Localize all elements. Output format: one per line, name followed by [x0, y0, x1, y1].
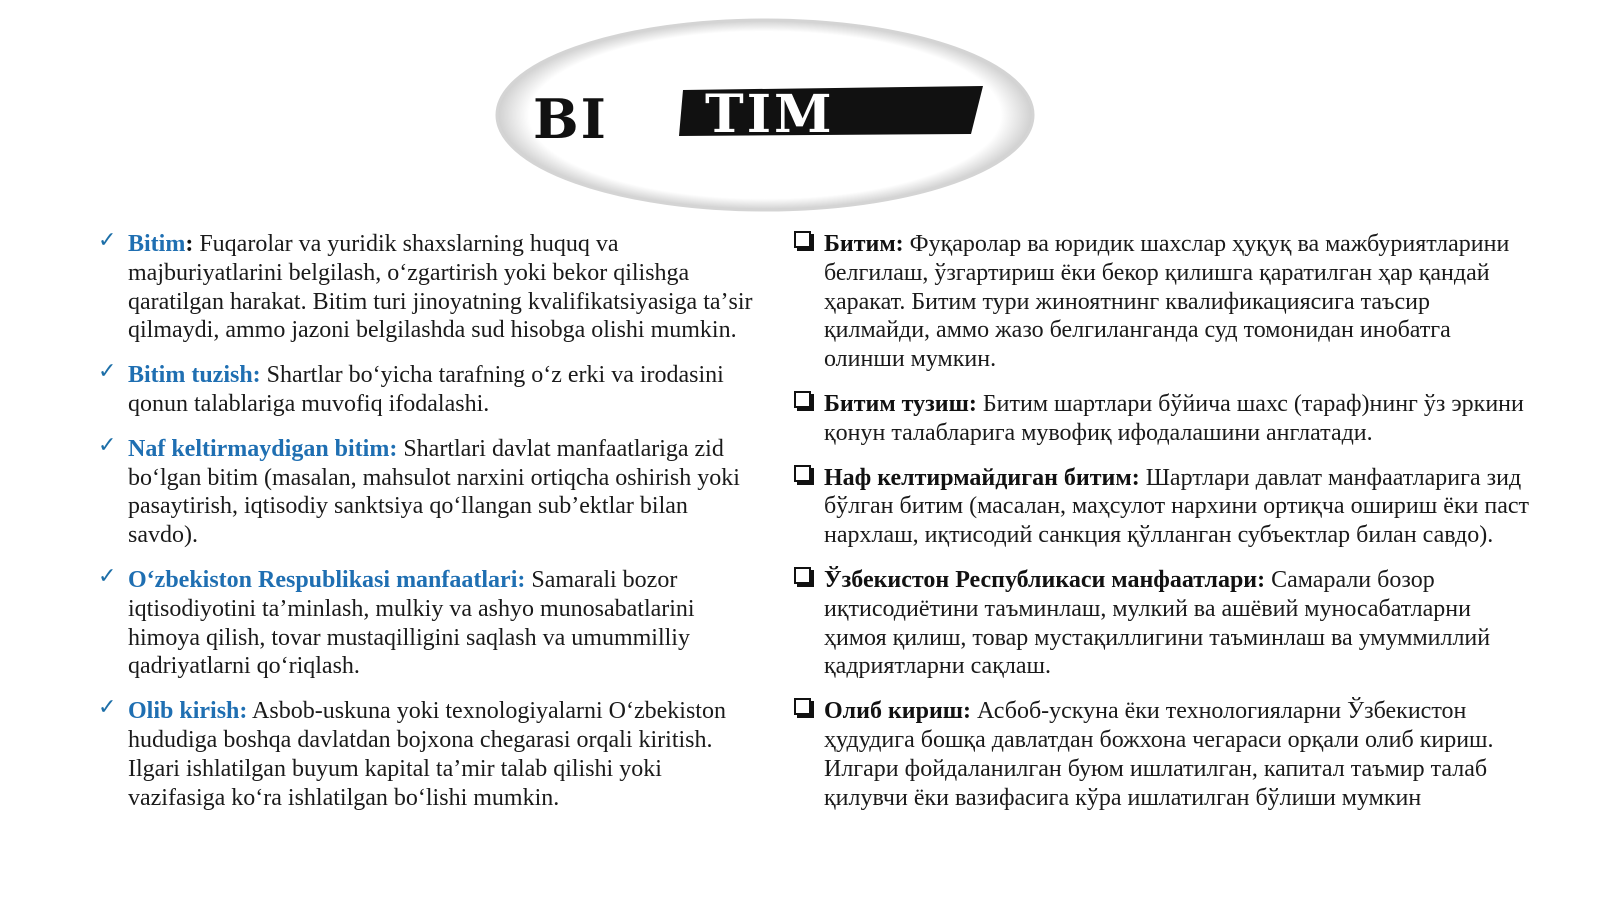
list-item: [792, 390, 1532, 448]
definition-text: Shartlari davlat manfaatlariga zid boʻlgan bitim (masalan, mahsulot narxini ortiqcha oshirish yoki pasaytirish, iqtisodiy sanktsiya qoʻllangan subʼektlar bilan savdo).: [128, 435, 740, 549]
term-label: Олиб кириш:: [824, 698, 972, 725]
checkmark-icon: ✓: [98, 695, 117, 721]
list-item: [792, 566, 1532, 681]
list-item: [96, 230, 756, 345]
list-item: [96, 432, 756, 550]
checkmark-icon: ✓: [98, 228, 117, 253]
square-bullet-icon: [794, 231, 811, 248]
checkmark-icon: ✓: [98, 359, 117, 385]
logo-text-tim: TIM: [705, 84, 835, 145]
list-item: [792, 697, 1532, 812]
term-label: Битим:: [824, 231, 904, 257]
definition-text: Samarali bozor iqtisodiyotini taʼminlash, mulkiy va ashyo munosabatlarini himoya qilish, tovar mustaqilligini saqlash va umummilliy qadriyatlarni qoʻriqlash.: [128, 566, 695, 680]
definition-text: Fuqarolar va yuridik shaxslarning huquq va majburiyatlarini belgilash, oʻzgartirish yoki bekor qilishga qaratilgan harakat. Bitim turi jinoyatning kvalifikatsiyasiga taʼsir qilmaydi, ammo jazoni belgilashda sud hisobga olishi mumkin.: [128, 231, 753, 344]
term-label: Oʻzbekiston Respublikasi manfaatlari:: [128, 566, 526, 593]
square-bullet-icon: [794, 698, 811, 715]
square-bullet-icon: [794, 391, 811, 408]
bitim-logo-graphic: [493, 16, 1038, 214]
list-item: [96, 697, 756, 812]
definition-text: Асбоб-ускуна ёки технологияларни Ўзбекистон ҳудудига бошқа давлатдан божхона чегараси орқали олиб кириш. Илгари фойдаланилган буюм ишлатилган, капитал таъмир талаб қилувчи ёки вазифасига кўра ишлатилган бўлиши мумкин: [824, 698, 1494, 811]
logo-text-bi: BI: [533, 87, 608, 151]
term-label: Olib kirish:: [128, 698, 248, 725]
definition-text: Шартлари давлат манфаатларига зид бўлган битим (масалан, маҳсулот нархини ортиқча ошириш ёки паст нархлаш, иқтисодий санкция қўлланган субъектлар билан савдо).: [824, 464, 1530, 549]
cyrillic-definitions-list: [792, 230, 1532, 828]
list-item: [792, 230, 1532, 374]
definition-text: Asbob-uskuna yoki texnologiyalarni Oʻzbekiston hududiga boshqa davlatdan bojxona chegarasi orqali kiritish. Ilgari ishlatilgan buyum kapital taʼmir talab qilishi yoki vazifasiga koʻra ishlatilgan boʻlishi mumkin.: [128, 698, 726, 811]
definition-text: Shartlar boʻyicha tarafning oʻz erki va irodasini qonun talablariga muvofiq ifodalashi.: [128, 362, 724, 417]
term-label: Ўзбекистон Республикаси манфаатлари:: [824, 566, 1266, 593]
bitim-logo: [493, 16, 1038, 214]
checkmark-icon: ✓: [98, 432, 117, 458]
term-label: Наф келтирмайдиган битим:: [824, 464, 1140, 491]
checkmark-icon: ✓: [98, 563, 117, 589]
square-bullet-icon: [794, 567, 811, 584]
term-label: Naf keltirmaydigan bitim:: [128, 435, 398, 462]
definition-text: Битим шартлари бўйича шахс (тараф)нинг ўз эркини қонун талабларига мувофиқ ифодалашини англатади.: [824, 390, 1524, 446]
term-label: Bitim tuzish:: [128, 362, 261, 389]
term-label: Битим тузиш:: [824, 390, 977, 417]
square-bullet-icon: [794, 465, 811, 482]
latin-definitions-list: [96, 230, 756, 828]
term-label: Bitim: [128, 231, 186, 257]
definition-text: Самарали бозор иқтисодиётини таъминлаш, мулкий ва ашёвий муносабатларни ҳимоя қилиш, товар мустақиллигини таъминлаш ва умуммиллий қадриятларни сақлаш.: [824, 566, 1491, 680]
list-item: [96, 563, 756, 681]
list-item: [792, 464, 1532, 550]
term-colon: :: [185, 231, 194, 257]
list-item: [96, 361, 756, 419]
definition-text: Фуқаролар ва юридик шахслар ҳуқуқ ва мажбуриятларини белгилаш, ўзгартириш ёки бекор қилишга қаратилган ҳар қандай ҳаракат. Битим тури жиноятнинг квалификациясига таъсир қилмайди, аммо жазо белгиланганда суд томонидан инобатга олинши мумкин.: [824, 231, 1510, 373]
